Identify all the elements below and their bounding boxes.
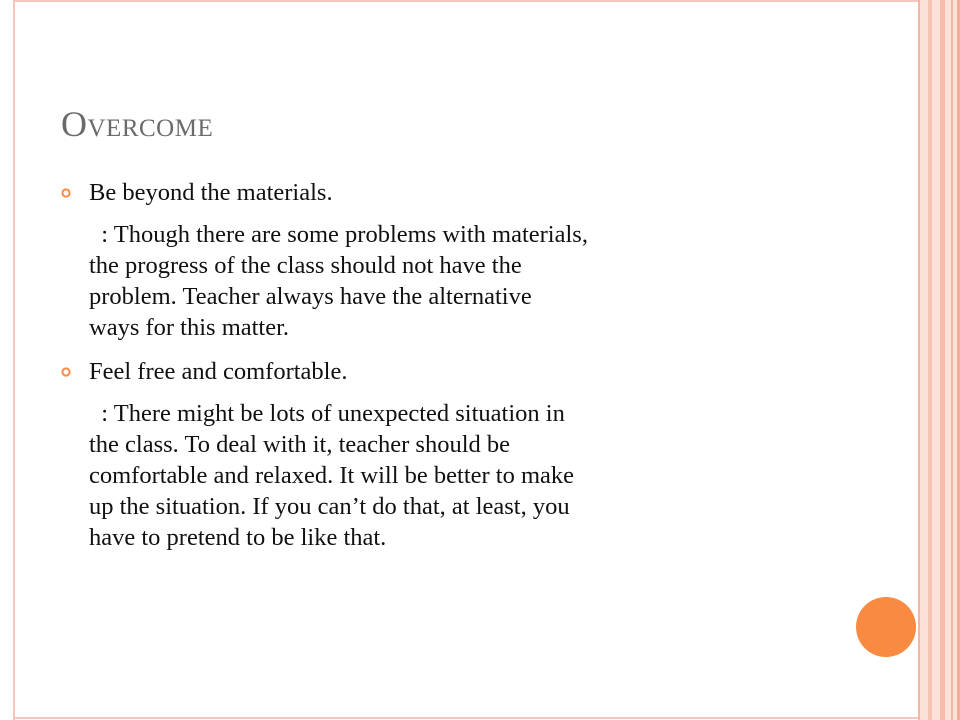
slide-content bbox=[60, 178, 840, 554]
stripe bbox=[951, 0, 953, 720]
description-line: comfortable and relaxed. It will be better to make bbox=[89, 462, 575, 489]
outlined-circle-bullet-icon bbox=[61, 367, 71, 377]
description-line: the class. To deal with it, teacher should be bbox=[89, 431, 511, 458]
description-line: up the situation. If you can’t do that, at least, you bbox=[89, 493, 570, 520]
stripe bbox=[918, 0, 920, 720]
frame-bottom-border bbox=[13, 717, 920, 719]
decorative-circle bbox=[856, 597, 916, 657]
bullet-item bbox=[60, 357, 840, 387]
frame-top-border bbox=[13, 0, 920, 2]
bullet-heading: Be beyond the materials. bbox=[89, 179, 333, 206]
slide-title: Overcome bbox=[61, 104, 214, 144]
bullet-description bbox=[60, 220, 840, 344]
frame-left-border bbox=[13, 0, 15, 720]
bullet-heading: Feel free and comfortable. bbox=[89, 358, 348, 385]
stripe bbox=[928, 0, 932, 720]
description-line: problem. Teacher always have the alternative bbox=[89, 283, 532, 310]
description-line: : There might be lots of unexpected situation in bbox=[89, 400, 565, 427]
description-line: ways for this matter. bbox=[89, 314, 290, 341]
description-line: have to pretend to be like that. bbox=[89, 524, 387, 551]
bullet-description bbox=[60, 399, 840, 554]
decorative-stripes bbox=[918, 0, 960, 720]
stripe bbox=[940, 0, 945, 720]
description-line: : Though there are some problems with materials, bbox=[89, 221, 588, 248]
description-line: the progress of the class should not have the bbox=[89, 252, 522, 279]
outlined-circle-bullet-icon bbox=[61, 188, 71, 198]
bullet-item bbox=[60, 178, 840, 208]
